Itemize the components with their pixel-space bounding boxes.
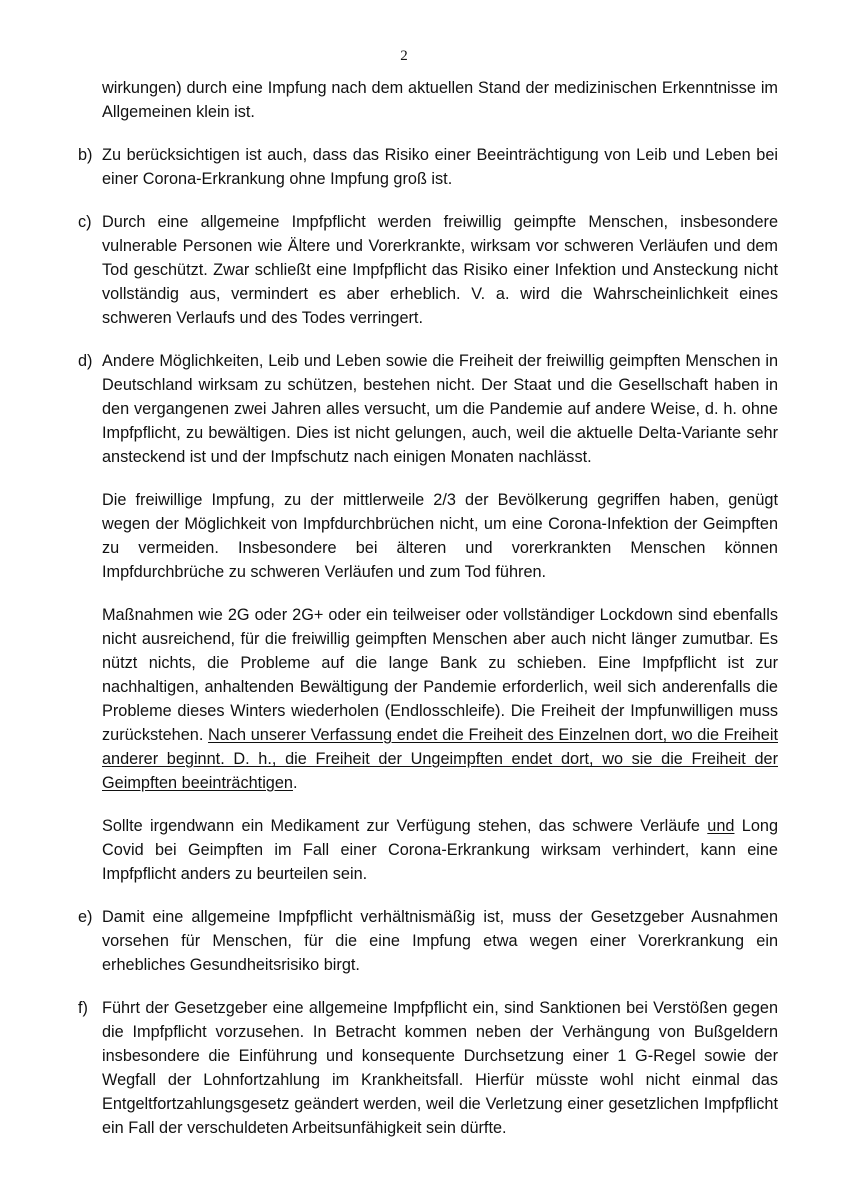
page-number: 2: [400, 48, 408, 64]
document-body: [78, 76, 778, 1159]
list-item-label: f): [78, 999, 88, 1017]
list-item-d: [78, 349, 778, 469]
list-item-text: Damit eine allgemeine Impfpflicht verhältnismäßig ist, muss der Gesetzgeber Ausnahmen vorsehen für Menschen, für die eine Impfung etwa wegen einer Vorerkrankung ein erhebliches Gesundheitsrisiko birgt.: [102, 908, 778, 974]
list-item-text: Andere Möglichkeiten, Leib und Leben sowie die Freiheit der freiwillig geimpften Menschen in Deutschland wirksam zu schützen, bestehen nicht. Der Staat und die Gesellschaft haben in den vergangenen zwei Jahren alles versucht, um die Pandemie auf andere Weise, d. h. ohne Impfpflicht, zu bewältigen. Dies ist nicht gelungen, auch, weil die aktuelle Delta-Variante sehr ansteckend ist und der Impfschutz nach einigen Monaten nachlässt.: [102, 352, 778, 466]
list-item-text: Führt der Gesetzgeber eine allgemeine Impfpflicht ein, sind Sanktionen bei Verstößen gegen die Impfpflicht vorzusehen. In Betracht kommen neben der Verhängung von Bußgeldern insbesondere die Einführung und konsequente Durchsetzung einer 1 G-Regel sowie der Wegfall der Lohnfortzahlung im Krankheitsfall. Hierfür müsste wohl nicht einmal das Entgeltfortzahlungsgesetz geändert werden, weil die Verletzung einer gesetzlichen Impfpflicht ein Fall der verschuldeten Arbeitsunfähigkeit sein dürfte.: [102, 999, 778, 1137]
item-d-paragraph-4: [78, 814, 778, 886]
list-item-e: [78, 905, 778, 977]
item-d-paragraph-3: [78, 603, 778, 795]
underlined-text: und: [707, 817, 735, 835]
list-item-b: [78, 143, 778, 191]
item-d-paragraph-2: Die freiwillige Impfung, zu der mittlerweile 2/3 der Bevölkerung gegriffen haben, genügt wegen der Möglichkeit von Impfdurchbrüchen nicht, um eine Corona-Infektion der Geimpften zu vermeiden. Insbesondere bei älteren und vorerkrankten Menschen können Impfdurchbrüche zu schweren Verläufen und zum Tod führen.: [102, 491, 778, 581]
intro-paragraph: wirkungen) durch eine Impfung nach dem aktuellen Stand der medizinischen Erkenntnisse im Allgemeinen klein ist.: [102, 79, 778, 121]
list-item-label: c): [78, 213, 92, 231]
list-item-text: Zu berücksichtigen ist auch, dass das Risiko einer Beeinträchtigung von Leib und Leben bei einer Corona-Erkrankung ohne Impfung groß ist.: [102, 146, 778, 188]
list-item-label: b): [78, 146, 93, 164]
list-item-label: d): [78, 352, 93, 370]
list-item-text: Durch eine allgemeine Impfpflicht werden freiwillig geimpfte Menschen, insbesondere vulnerable Personen wie Ältere und Vorerkrankte, wirksam vor schweren Verläufen und dem Tod geschützt. Zwar schließt eine Impfpflicht das Risiko einer Infektion und Ansteckung nicht vollständig aus, vermindert es aber erheblich. V. a. wird die Wahrscheinlichkeit eines schweren Verlaufs und des Todes verringert.: [102, 213, 778, 327]
underlined-text: Nach unserer Verfassung endet die Freiheit des Einzelnen dort, wo die Freiheit anderer beginnt. D. h., die Freiheit der Ungeimpften endet dort, wo sie die Freiheit der Geimpften beeinträchtigen: [102, 726, 778, 792]
paragraph-text: Long Covid bei Geimpften im Fall einer Corona-Erkrankung wirksam verhindert, kann eine Impfpflicht anders zu beurteilen sein.: [102, 817, 778, 883]
paragraph-text: Sollte irgendwann ein Medikament zur Verfügung stehen, das schwere Verläufe: [102, 817, 708, 835]
paragraph-text: .: [292, 774, 298, 792]
list-item-c: [78, 210, 778, 330]
list-item-label: e): [78, 908, 93, 926]
list-item-f: [78, 996, 778, 1140]
paragraph-text: Maßnahmen wie 2G oder 2G+ oder ein teilweiser oder vollständiger Lockdown sind ebenfalls nicht ausreichend, für die freiwillig geimpften Menschen aber auch nicht länger zumutbar. Es nützt nichts, die Probleme auf die lange Bank zu schieben. Eine Impfpflicht ist zur nachhaltigen, anhaltenden Bewältigung der Pandemie erforderlich, weil sich anderenfalls die Probleme dieses Winters wiederholen (Endlosschleife). Die Freiheit der Impfunwilligen muss zurückstehen.: [102, 606, 778, 744]
